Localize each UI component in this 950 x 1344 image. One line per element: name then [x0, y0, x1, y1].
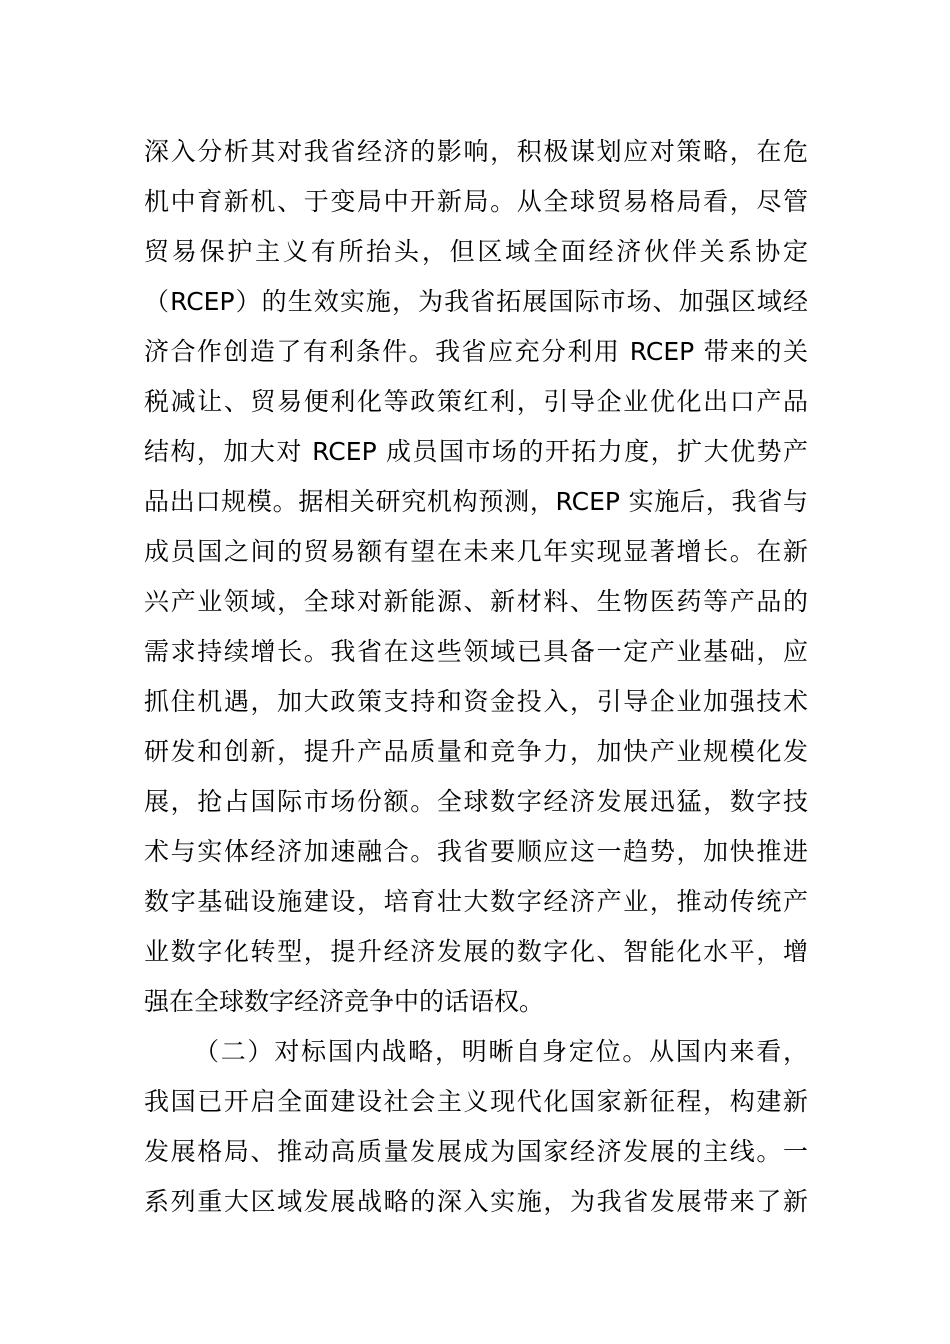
text-line: 我国已开启全面建设社会主义现代化国家新征程，构建新 [144, 1087, 808, 1116]
document-body [144, 127, 814, 1227]
text-line: 术与实体经济加速融合。我省要顺应这一趋势，加快推进 [144, 837, 808, 866]
section-heading-line: （二）对标国内战略，明晰自身定位。从国内来看， [194, 1037, 808, 1066]
text-line: 兴产业领域，全球对新能源、新材料、生物医药等产品的 [144, 587, 808, 616]
text-line: 济合作创造了有利条件。我省应充分利用 RCEP 带来的关 [144, 337, 808, 366]
text-line: 成员国之间的贸易额有望在未来几年实现显著增长。在新 [144, 537, 808, 566]
text-line: 展，抢占国际市场份额。全球数字经济发展迅猛，数字技 [144, 787, 808, 816]
text-line: 发展格局、推动高质量发展成为国家经济发展的主线。一 [144, 1137, 808, 1166]
text-line: 税减让、贸易便利化等政策红利，引导企业优化出口产品 [144, 387, 808, 416]
text-line: 需求持续增长。我省在这些领域已具备一定产业基础，应 [144, 637, 808, 666]
text-line: 抓住机遇，加大政策支持和资金投入，引导企业加强技术 [144, 687, 808, 716]
text-line: 研发和创新，提升产品质量和竞争力，加快产业规模化发 [144, 737, 808, 766]
text-line: 数字基础设施建设，培育壮大数字经济产业，推动传统产 [144, 887, 808, 916]
text-line: 强在全球数字经济竞争中的话语权。 [144, 987, 545, 1016]
text-line: 深入分析其对我省经济的影响，积极谋划应对策略，在危 [144, 137, 808, 166]
paragraph-1 [144, 127, 814, 1027]
text-line: 贸易保护主义有所抬头，但区域全面经济伙伴关系协定 [144, 237, 808, 266]
paragraph-2 [144, 1027, 814, 1227]
text-line: 结构，加大对 RCEP 成员国市场的开拓力度，扩大优势产 [144, 437, 808, 466]
text-line: 机中育新机、于变局中开新局。从全球贸易格局看，尽管 [144, 187, 808, 216]
text-line: 品出口规模。据相关研究机构预测，RCEP 实施后，我省与 [144, 487, 808, 516]
text-line: 系列重大区域发展战略的深入实施，为我省发展带来了新 [144, 1187, 808, 1216]
text-line: （RCEP）的生效实施，为我省拓展国际市场、加强区域经 [144, 287, 808, 316]
text-line: 业数字化转型，提升经济发展的数字化、智能化水平，增 [144, 937, 808, 966]
